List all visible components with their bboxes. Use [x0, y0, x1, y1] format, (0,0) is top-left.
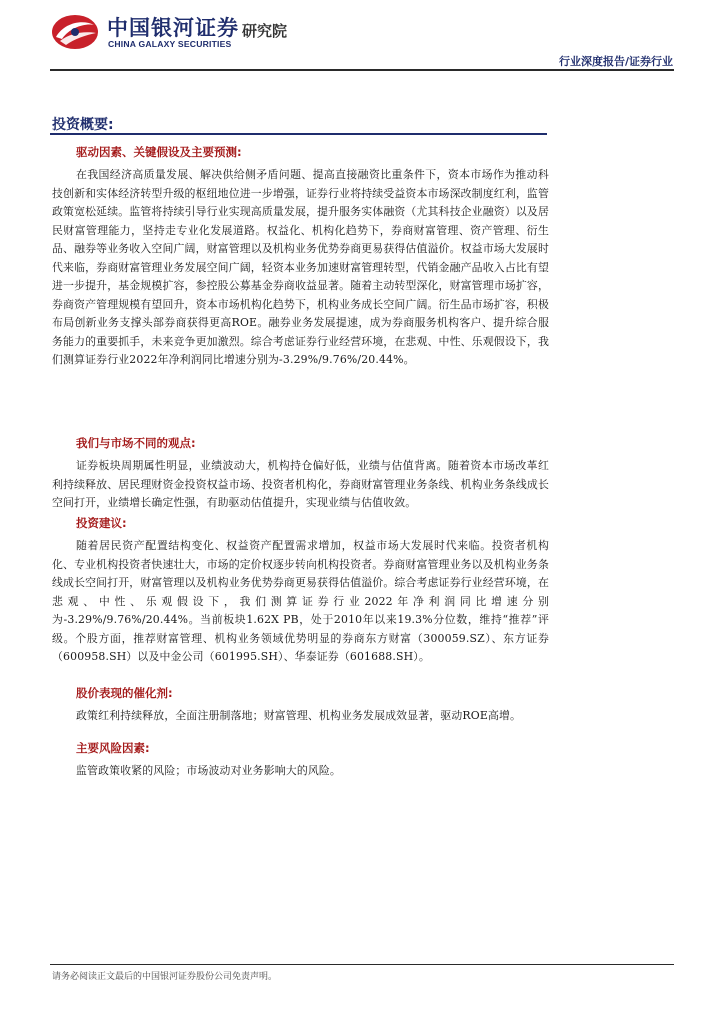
footer-disclaimer: 请务必阅读正文最后的中国银河证券股份公司免责声明。: [52, 972, 278, 982]
header-divider: [50, 69, 674, 71]
risk-block: [52, 740, 549, 781]
brand-name-en: CHINA GALAXY SECURITIES: [108, 39, 232, 49]
report-type-label: 行业深度报告/证券行业: [558, 55, 673, 68]
catalyst-block: [52, 685, 549, 726]
brand-name-cn: 中国银河证券: [107, 16, 239, 40]
catalyst-paragraph: 政策红利持续释放，全面注册制落地；财富管理、机构业务发展成效显著，驱动ROE高增。: [76, 709, 522, 722]
catalyst-heading: 股价表现的催化剂:: [76, 686, 173, 700]
research-institute-label: 研究院: [242, 22, 288, 40]
section-title: 投资概要:: [52, 117, 114, 133]
investment-advice-heading: 投资建议:: [76, 516, 127, 530]
risk-paragraph: 监管政策收紧的风险；市场波动对业务影响大的风险。: [76, 764, 341, 777]
investment-advice-paragraph: 随着居民资产配置结构变化、权益资产配置需求增加，权益市场大发展时代来临。投资者机构化、专业机构投资者快速壮大，市场的定价权逐步转向机构投资者。券商财富管理业务以及机构业务条线成长空间打开，财富管理以及机构业务优势券商更易获得估值溢价。综合考虑证券行业经营环境，在悲观、中性、乐观假设下，我们测算证券行业2022年净利润同比增速分别为-3.29%/9.76%/20.44%。当前板块1.62X PB，处于2010年以来19.3%分位数，维持“推荐”评级。个股方面，推荐财富管理、机构业务领域优势明显的券商东方财富（300059.SZ）、东方证券（600958.SH）以及中金公司（601995.SH）、华泰证券（601688.SH）。: [52, 539, 549, 663]
risk-heading: 主要风险因素:: [76, 741, 150, 755]
galaxy-swirl-logo-icon: [50, 13, 100, 51]
footer-divider: [50, 964, 674, 965]
section-divider: [50, 133, 547, 135]
drivers-block: [52, 144, 549, 370]
different-view-paragraph: 证券板块周期属性明显，业绩波动大，机构持仓偏好低，业绩与估值背离。随着资本市场改革红利持续释放、居民理财资金投资权益市场、投资者机构化，券商财富管理业务条线、机构业务条线成长空间打开，业绩增长确定性强，有助驱动估值提升，实现业绩与估值收敛。: [52, 459, 549, 509]
drivers-heading: 驱动因素、关键假设及主要预测:: [76, 145, 242, 159]
drivers-paragraph: 在我国经济高质量发展、解决供给侧矛盾问题、提高直接融资比重条件下，资本市场作为推动科技创新和实体经济转型升级的枢纽地位进一步增强，证券行业将持续受益资本市场深改制度红利，监管政策宽松延续。监管将持续引导行业实现高质量发展，提升服务实体融资（尤其科技企业融资）以及居民财富管理能力，坚持走专业化发展道路。权益化、机构化趋势下，券商财富管理、资产管理、衍生品、融券等业务收入空间广阔，财富管理以及机构业务优势券商更易获得估值溢价。权益市场大发展时代来临，券商财富管理业务发展空间广阔，轻资本业务加速财富管理转型，代销金融产品收入占比有望进一步提升，基金规模扩容，参控股公募基金券商收益显著。随着主动转型深化，财富管理市场扩容，券商资产管理规模有望回升，资本市场机构化趋势下，机构业务成长空间广阔。衍生品市场扩容，积极布局创新业务支撑头部券商获得更高ROE。融券业务发展提速，成为券商服务机构客户、提升综合服务能力的重要抓手，未来竞争更加激烈。综合考虑证券行业经营环境，在悲观、中性、乐观假设下，我们测算证券行业2022年净利润同比增速分别为-3.29%/9.76%/20.44%。: [52, 168, 549, 366]
different-view-block: [52, 435, 549, 513]
investment-advice-block: [52, 515, 549, 667]
different-view-heading: 我们与市场不同的观点:: [76, 436, 196, 450]
report-header: [0, 0, 724, 70]
